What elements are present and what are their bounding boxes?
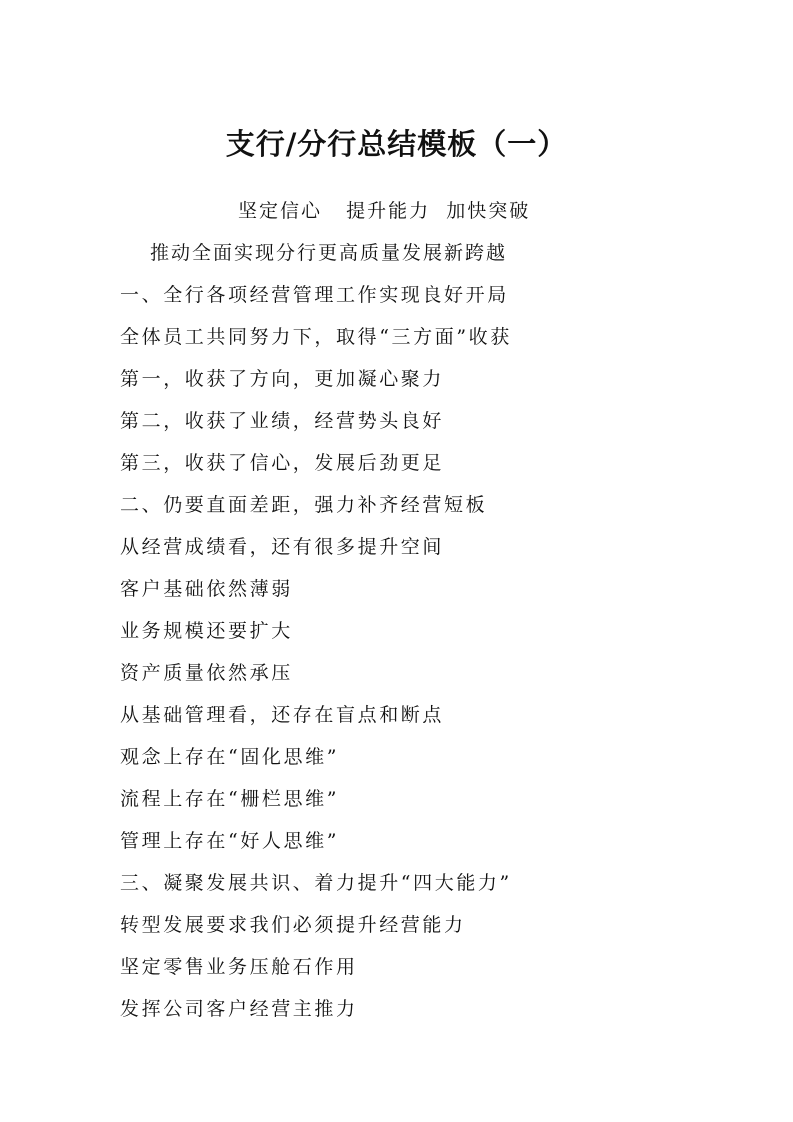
body-line: 全体员工共同努力下，取得“三方面”收获 xyxy=(120,326,512,348)
body-line: 坚定零售业务压舱石作用 xyxy=(120,956,358,978)
body-line: 业务规模还要扩大 xyxy=(120,620,293,642)
body-line: 观念上存在“固化思维” xyxy=(120,746,340,768)
document-subtitle: 坚定信心 提升能力 加快突破 xyxy=(238,200,531,222)
body-line: 客户基础依然薄弱 xyxy=(120,578,293,600)
document-title: 支行/分行总结模板（一） xyxy=(225,127,568,161)
body-line: 从经营成绩看，还有很多提升空间 xyxy=(120,536,445,558)
body-line: 发挥公司客户经营主推力 xyxy=(120,998,358,1020)
body-line: 从基础管理看，还存在盲点和断点 xyxy=(120,704,445,726)
body-line: 第三，收获了信心，发展后劲更足 xyxy=(120,452,445,474)
body-line: 第一，收获了方向，更加凝心聚力 xyxy=(120,368,445,390)
body-line: 转型发展要求我们必须提升经营能力 xyxy=(120,914,466,936)
body-line: 流程上存在“栅栏思维” xyxy=(120,788,340,810)
body-line: 第二，收获了业绩，经营势头良好 xyxy=(120,410,445,432)
body-line: 二、仍要直面差距，强力补齐经营短板 xyxy=(120,494,488,516)
body-line: 资产质量依然承压 xyxy=(120,662,293,684)
document-subtitle-2: 推动全面实现分行更高质量发展新跨越 xyxy=(150,242,508,264)
document-body xyxy=(120,280,680,1036)
body-line: 管理上存在“好人思维” xyxy=(120,830,340,852)
body-line: 三、凝聚发展共识、着力提升“四大能力” xyxy=(120,872,512,894)
body-line: 一、全行各项经营管理工作实现良好开局 xyxy=(120,284,509,306)
